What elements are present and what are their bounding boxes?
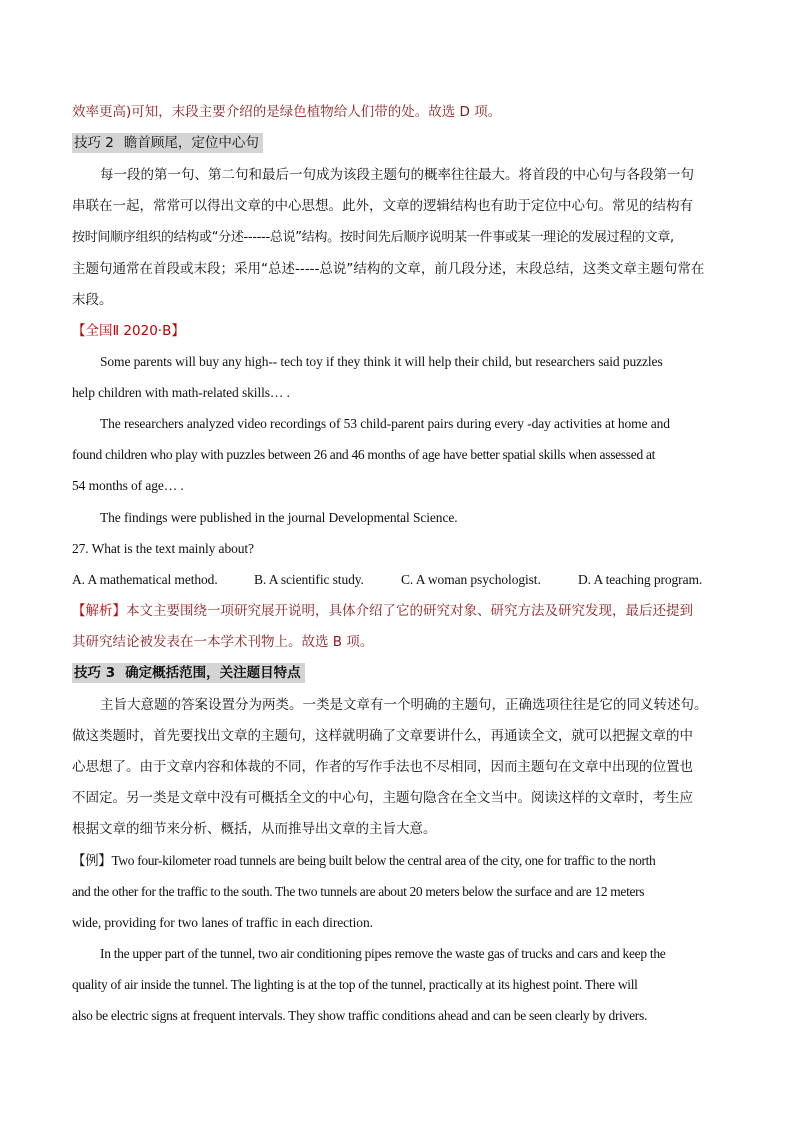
tip-3-title: 确定概括范围，关注题目特点: [125, 665, 301, 681]
exam-source-label: 【全国Ⅱ 2020·B】: [72, 323, 185, 339]
question-27-options: [72, 570, 722, 590]
tip-2-paragraph-line-1: 每一段的第一句、第二句和最后一句成为该段主题句的概率往往最大。将首段的中心句与各段第一句: [100, 167, 694, 183]
tip-3-paragraph-line-3: 心思想了。由于文章内容和体裁的不同，作者的写作手法也不尽相同，因而主题句在文章中出现的位置也: [72, 759, 693, 775]
passage-line-6: The findings were published in the journal Developmental Science.: [100, 510, 458, 525]
tip-3-heading: [72, 663, 305, 683]
example-line-6: also be electric signs at frequent intervals. They show traffic conditions ahead and can be seen clearly by drivers.: [72, 1008, 647, 1023]
analysis-text-1: 本文主要围绕一项研究展开说明，具体介绍了它的研究对象、研究方法及研究发现，最后还提到: [126, 603, 693, 619]
passage-line-1: Some parents will buy any high-- tech toy if they think it will help their child, but researchers said puzzles: [100, 354, 663, 369]
example-line-4: In the upper part of the tunnel, two air conditioning pipes remove the waste gas of trucks and cars and keep the: [100, 946, 666, 961]
tip-3-paragraph-line-2: 做这类题时，首先要找出文章的主题句，这样就明确了文章要讲什么，再通读全文，就可以把握文章的中: [72, 728, 693, 744]
passage-line-2: help children with math-related skills… .: [72, 385, 290, 400]
passage-line-4: found children who play with puzzles between 26 and 46 months of age have better spatial skills when assessed at: [72, 447, 656, 462]
passage-line-3: The researchers analyzed video recordings of 53 child-parent pairs during every -day activities at home and: [100, 416, 670, 431]
question-27: 27. What is the text mainly about?: [72, 541, 254, 556]
example-line-3: wide, providing for two lanes of traffic in each direction.: [72, 915, 373, 930]
option-a: A. A mathematical method.: [72, 572, 218, 587]
passage-line-5: 54 months of age… .: [72, 478, 184, 493]
example-label: 【例】: [72, 853, 112, 869]
example-text-1: Two four-kilometer road tunnels are being built below the central area of the city, one for traffic to the north: [111, 853, 656, 868]
tip-2-number: 技巧 2: [74, 135, 114, 151]
option-b: B. A scientific study.: [254, 572, 364, 587]
option-d: D. A teaching program.: [578, 572, 703, 587]
example-line-1: [72, 851, 722, 871]
example-line-5: quality of air inside the tunnel. The lighting is at the top of the tunnel, practically at its highest point. There will: [72, 977, 638, 992]
analysis-line-2: 其研究结论被发表在一本学术刊物上。故选 B 项。: [72, 634, 374, 650]
tip-2-paragraph-line-2: 串联在一起，常常可以得出文章的中心思想。此外，文章的逻辑结构也有助于定位中心句。常见的结构有: [72, 198, 693, 214]
tip-3-paragraph-line-1: 主旨大意题的答案设置分为两类。一类是文章有一个明确的主题句，正确选项往往是它的同义转述句。: [100, 697, 708, 713]
example-line-2: and the other for the traffic to the south. The two tunnels are about 20 meters below the surface and are 12 meters: [72, 884, 645, 899]
tip-2-title: 瞻首顾尾，定位中心句: [123, 135, 259, 151]
previous-answer-line: 效率更高)可知，末段主要介绍的是绿色植物给人们带的处。故选 D 项。: [72, 104, 502, 120]
analysis-line-1: [72, 601, 722, 621]
tip-2-paragraph-line-5: 末段。: [72, 292, 113, 308]
analysis-label: 【解析】: [72, 603, 126, 619]
tip-3-number: 技巧 3: [74, 665, 116, 681]
tip-3-paragraph-line-5: 根据文章的细节来分析、概括，从而推导出文章的主旨大意。: [72, 821, 437, 837]
tip-3-paragraph-line-4: 不固定。另一类是文章中没有可概括全文的中心句，主题句隐含在全文当中。阅读这样的文章时，考生应: [72, 790, 693, 806]
tip-2-paragraph-line-3: 按时间顺序组织的结构或“分述------总说”结构。按时间先后顺序说明某一件事或某一理论的发展过程的文章,: [72, 230, 674, 245]
tip-2-paragraph-line-4: 主题句通常在首段或末段；采用“总述-----总说”结构的文章，前几段分述，末段总结，这类文章主题句常在: [72, 261, 705, 277]
tip-2-heading: [72, 133, 263, 153]
option-c: C. A woman psychologist.: [401, 572, 541, 587]
